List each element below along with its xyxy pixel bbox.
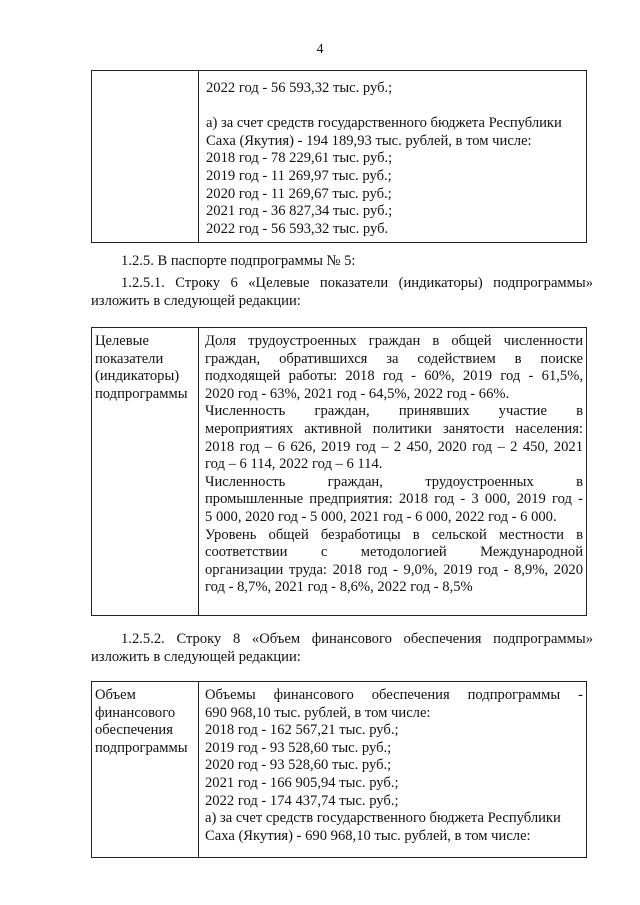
table3-line: а) за счет средств государственного бюджета Республики bbox=[205, 810, 561, 827]
column-divider bbox=[198, 71, 199, 242]
table1-value-cell bbox=[206, 80, 578, 238]
table2-label-line: (индикаторы) bbox=[95, 368, 180, 385]
table3-line: 2021 год - 166 905,94 тыс. руб.; bbox=[205, 774, 399, 791]
table2-line: год - 8,7%, 2021 год - 8,6%, 2022 год - 8,5% bbox=[205, 579, 473, 596]
column-divider bbox=[198, 682, 199, 857]
page-number: 4 bbox=[316, 42, 324, 57]
table3-line: 2020 год - 93 528,60 тыс. руб.; bbox=[205, 757, 392, 774]
table2-line: 2018 год – 6 626, 2019 год – 2 450, 2020 год – 2 450, 2021 bbox=[205, 438, 583, 455]
item2-text-line1: 1.2.5.2. Строку 8 «Объем финансового обеспечения подпрограммы» bbox=[121, 631, 593, 647]
item2-text-line2: изложить в следующей редакции: bbox=[91, 649, 301, 665]
table1-line: 2020 год - 11 269,67 тыс. руб.; bbox=[206, 185, 392, 202]
table1-line: 2022 год - 56 593,32 тыс. руб.; bbox=[206, 80, 393, 96]
table2-line: подходящей работы: 2018 год - 60%, 2019 год - 61,5%, bbox=[205, 368, 583, 385]
table2-line: организации труда: 2018 год - 9,0%, 2019 год - 8,9%, 2020 bbox=[205, 561, 583, 578]
table2-line: Уровень общей безработицы в сельской местности в bbox=[205, 526, 583, 543]
table3-label-line: обеспечения bbox=[95, 722, 173, 739]
table2-line: промышленные предприятия: 2018 год - 3 000, 2019 год - bbox=[205, 491, 583, 508]
item1-text-line2: изложить в следующей редакции: bbox=[91, 293, 301, 309]
table2-line: мероприятиях активной политики занятости населения: bbox=[205, 420, 583, 437]
table3-line: 2022 год - 174 437,74 тыс. руб.; bbox=[205, 792, 399, 809]
table2-label-cell bbox=[95, 333, 195, 403]
table1-line: 2019 год - 11 269,97 тыс. руб.; bbox=[206, 167, 392, 184]
table3-label-cell bbox=[95, 687, 195, 757]
table3-line: Саха (Якутия) - 690 968,10 тыс. рублей, в том числе: bbox=[205, 827, 531, 844]
financing-table-continued bbox=[91, 70, 587, 243]
table3-label-line: Объем bbox=[95, 687, 136, 703]
financing-table bbox=[91, 681, 587, 858]
table2-line: 2020 год - 63%, 2021 год - 64,5%, 2022 год - 66%. bbox=[205, 385, 510, 402]
table2-label-line: подпрограммы bbox=[95, 385, 188, 402]
item1-text-line1: 1.2.5.1. Строку 6 «Целевые показатели (индикаторы) подпрограммы» bbox=[121, 275, 593, 291]
table2-line: Доля трудоустроенных граждан в общей численности bbox=[205, 333, 583, 349]
table2-value-cell bbox=[205, 333, 583, 597]
table3-line: 2019 год - 93 528,60 тыс. руб.; bbox=[205, 739, 392, 756]
table2-line: соответствии с методологией Международной bbox=[205, 544, 583, 561]
table3-line: Объемы финансового обеспечения подпрограммы - bbox=[205, 687, 583, 703]
table1-line: 2021 год - 36 827,34 тыс. руб.; bbox=[206, 203, 393, 220]
table2-label-line: показатели bbox=[95, 350, 164, 367]
table3-value-cell bbox=[205, 687, 583, 845]
column-divider bbox=[198, 328, 199, 615]
table1-line: Саха (Якутия) - 194 189,93 тыс. рублей, в том числе: bbox=[206, 132, 532, 149]
table3-line: 690 968,10 тыс. рублей, в том числе: bbox=[205, 704, 431, 721]
table3-label-line: подпрограммы bbox=[95, 739, 188, 756]
target-indicators-table bbox=[91, 327, 587, 616]
table3-line: 2018 год - 162 567,21 тыс. руб.; bbox=[205, 722, 399, 739]
table2-line: год – 6 114, 2022 год – 6 114. bbox=[205, 456, 383, 473]
table2-line: граждан, обратившихся за содействием в поиске bbox=[205, 350, 583, 367]
table2-line: Численность граждан, трудоустроенных в bbox=[205, 473, 583, 490]
table2-line: Численность граждан, принявших участие в bbox=[205, 403, 583, 420]
table2-label-line: Целевые bbox=[95, 333, 149, 349]
section-heading: 1.2.5. В паспорте подпрограммы № 5: bbox=[121, 253, 356, 269]
table1-line: а) за счет средств государственного бюджета Республики bbox=[206, 115, 562, 132]
table1-line: 2022 год - 56 593,32 тыс. руб. bbox=[206, 220, 389, 237]
table3-label-line: финансового bbox=[95, 704, 176, 721]
table2-line: 5 000, 2020 год - 5 000, 2021 год - 6 000, 2022 год - 6 000. bbox=[205, 508, 557, 525]
table1-blank-line bbox=[206, 98, 578, 116]
table1-line: 2018 год - 78 229,61 тыс. руб.; bbox=[206, 150, 393, 167]
